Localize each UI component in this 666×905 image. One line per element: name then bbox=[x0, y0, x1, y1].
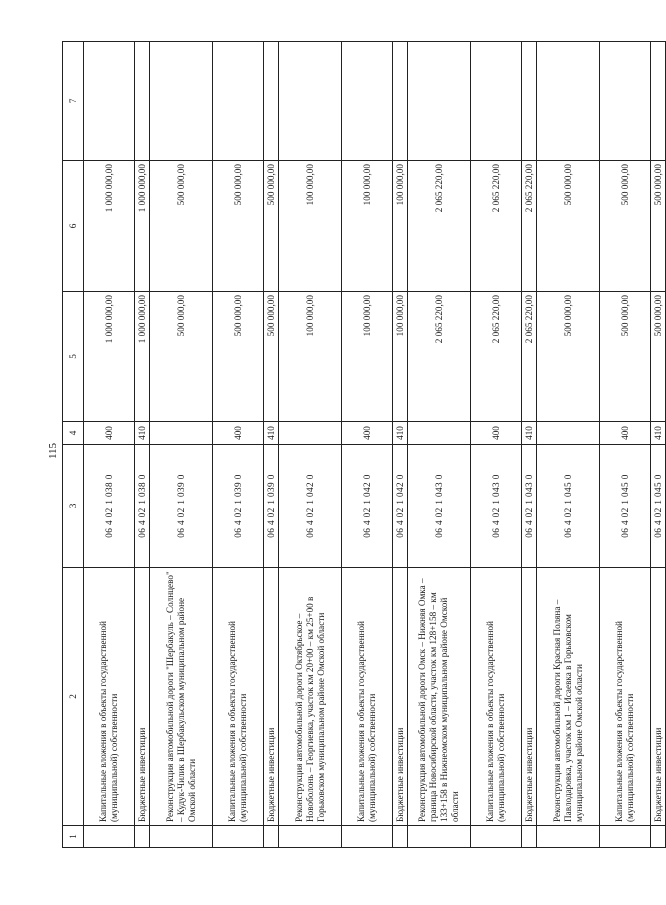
name-cell: Реконструкция автомобильной дороги "Шербакуль – Солнцево" – Кудук-Чилик в Шербакульском муниципальном районе Омской области bbox=[150, 568, 213, 826]
amount-6-cell: 2 065 220,00 bbox=[471, 161, 522, 292]
header-cell-7: 7 bbox=[63, 42, 84, 161]
column-7-cell bbox=[408, 42, 471, 161]
code-cell: 06 4 02 1 038 0 bbox=[84, 445, 135, 568]
amount-6-cell: 1 000 000,00 bbox=[135, 161, 150, 292]
name-cell: Капитальные вложения в объекты государственной (муниципальной) собственности bbox=[600, 568, 651, 826]
code-cell: 06 4 02 1 043 0 bbox=[471, 445, 522, 568]
amount-5-cell: 100 000,00 bbox=[342, 292, 393, 422]
table-row bbox=[135, 42, 150, 848]
amount-5-cell: 1 000 000,00 bbox=[84, 292, 135, 422]
index-cell bbox=[600, 826, 651, 848]
amount-6-cell: 500 000,00 bbox=[651, 161, 666, 292]
table-row bbox=[408, 42, 471, 848]
index-cell bbox=[213, 826, 264, 848]
header-cell-2: 2 bbox=[63, 568, 84, 826]
index-cell bbox=[471, 826, 522, 848]
amount-5-cell: 500 000,00 bbox=[600, 292, 651, 422]
index-cell bbox=[408, 826, 471, 848]
table-row bbox=[279, 42, 342, 848]
code-cell: 06 4 02 1 043 0 bbox=[408, 445, 471, 568]
amount-6-cell: 500 000,00 bbox=[600, 161, 651, 292]
index-cell bbox=[135, 826, 150, 848]
column-7-cell bbox=[135, 42, 150, 161]
index-cell bbox=[651, 826, 666, 848]
name-cell: Реконструкция автомобильной дороги Омск – Нижняя Омка – граница Новосибирской области, участок км 128+158 – км 133+158 в Нижнеомском муниципальном районе Омской области bbox=[408, 568, 471, 826]
amount-5-cell: 1 000 000,00 bbox=[135, 292, 150, 422]
table-row bbox=[213, 42, 264, 848]
index-cell bbox=[522, 826, 537, 848]
type-cell: 410 bbox=[135, 422, 150, 445]
amount-6-cell: 2 065 220,00 bbox=[408, 161, 471, 292]
amount-6-cell: 100 000,00 bbox=[342, 161, 393, 292]
amount-5-cell: 100 000,00 bbox=[279, 292, 342, 422]
type-cell: 410 bbox=[264, 422, 279, 445]
index-cell bbox=[264, 826, 279, 848]
index-cell bbox=[342, 826, 393, 848]
index-cell bbox=[150, 826, 213, 848]
index-cell bbox=[393, 826, 408, 848]
table-row bbox=[84, 42, 135, 848]
name-cell: Капитальные вложения в объекты государственной (муниципальной) собственности bbox=[213, 568, 264, 826]
code-cell: 06 4 02 1 039 0 bbox=[213, 445, 264, 568]
index-cell bbox=[537, 826, 600, 848]
column-7-cell bbox=[264, 42, 279, 161]
index-cell bbox=[84, 826, 135, 848]
budget-table bbox=[62, 41, 666, 848]
code-cell: 06 4 02 1 045 0 bbox=[651, 445, 666, 568]
code-cell: 06 4 02 1 039 0 bbox=[150, 445, 213, 568]
name-cell: Капитальные вложения в объекты государственной (муниципальной) собственности bbox=[471, 568, 522, 826]
amount-5-cell: 100 000,00 bbox=[393, 292, 408, 422]
column-7-cell bbox=[537, 42, 600, 161]
column-7-cell bbox=[471, 42, 522, 161]
amount-6-cell: 1 000 000,00 bbox=[84, 161, 135, 292]
header-cell-4: 4 bbox=[63, 422, 84, 445]
name-cell: Бюджетные инвестиции bbox=[522, 568, 537, 826]
table-row bbox=[651, 42, 666, 848]
type-cell: 400 bbox=[342, 422, 393, 445]
code-cell: 06 4 02 1 045 0 bbox=[600, 445, 651, 568]
amount-6-cell: 100 000,00 bbox=[279, 161, 342, 292]
column-7-cell bbox=[522, 42, 537, 161]
amount-6-cell: 2 065 220,00 bbox=[522, 161, 537, 292]
name-cell: Бюджетные инвестиции bbox=[393, 568, 408, 826]
header-cell-6: 6 bbox=[63, 161, 84, 292]
amount-6-cell: 100 000,00 bbox=[393, 161, 408, 292]
code-cell: 06 4 02 1 042 0 bbox=[342, 445, 393, 568]
type-cell: 400 bbox=[84, 422, 135, 445]
amount-5-cell: 500 000,00 bbox=[651, 292, 666, 422]
amount-5-cell: 500 000,00 bbox=[264, 292, 279, 422]
name-cell: Капитальные вложения в объекты государственной (муниципальной) собственности bbox=[342, 568, 393, 826]
column-7-cell bbox=[600, 42, 651, 161]
code-cell: 06 4 02 1 039 0 bbox=[264, 445, 279, 568]
type-cell bbox=[537, 422, 600, 445]
table-row bbox=[522, 42, 537, 848]
amount-5-cell: 500 000,00 bbox=[537, 292, 600, 422]
type-cell: 410 bbox=[651, 422, 666, 445]
amount-5-cell: 2 065 220,00 bbox=[522, 292, 537, 422]
table-row bbox=[393, 42, 408, 848]
table-row bbox=[342, 42, 393, 848]
code-cell: 06 4 02 1 038 0 bbox=[135, 445, 150, 568]
column-7-cell bbox=[393, 42, 408, 161]
code-cell: 06 4 02 1 042 0 bbox=[279, 445, 342, 568]
type-cell: 400 bbox=[213, 422, 264, 445]
name-cell: Реконструкция автомобильной дороги Красная Поляна – Павлодаровка, участок км 1 – Исаевка в Горьковском муниципальном районе Омской области bbox=[537, 568, 600, 826]
amount-6-cell: 500 000,00 bbox=[150, 161, 213, 292]
table-row bbox=[537, 42, 600, 848]
code-cell: 06 4 02 1 045 0 bbox=[537, 445, 600, 568]
amount-5-cell: 2 065 220,00 bbox=[408, 292, 471, 422]
amount-5-cell: 2 065 220,00 bbox=[471, 292, 522, 422]
table-row bbox=[471, 42, 522, 848]
index-cell bbox=[279, 826, 342, 848]
name-cell: Бюджетные инвестиции bbox=[264, 568, 279, 826]
table-body bbox=[63, 42, 666, 848]
column-7-cell bbox=[213, 42, 264, 161]
amount-5-cell: 500 000,00 bbox=[150, 292, 213, 422]
code-cell: 06 4 02 1 043 0 bbox=[522, 445, 537, 568]
type-cell bbox=[408, 422, 471, 445]
amount-6-cell: 500 000,00 bbox=[537, 161, 600, 292]
type-cell bbox=[279, 422, 342, 445]
amount-5-cell: 500 000,00 bbox=[213, 292, 264, 422]
amount-6-cell: 500 000,00 bbox=[213, 161, 264, 292]
column-7-cell bbox=[651, 42, 666, 161]
type-cell: 400 bbox=[600, 422, 651, 445]
column-7-cell bbox=[84, 42, 135, 161]
table-row bbox=[150, 42, 213, 848]
column-7-cell bbox=[342, 42, 393, 161]
column-7-cell bbox=[279, 42, 342, 161]
name-cell: Бюджетные инвестиции bbox=[135, 568, 150, 826]
rotated-table-wrapper bbox=[62, 42, 663, 848]
name-cell: Бюджетные инвестиции bbox=[651, 568, 666, 826]
header-row bbox=[63, 42, 84, 848]
type-cell: 410 bbox=[393, 422, 408, 445]
code-cell: 06 4 02 1 042 0 bbox=[393, 445, 408, 568]
column-7-cell bbox=[150, 42, 213, 161]
type-cell: 410 bbox=[522, 422, 537, 445]
header-cell-3: 3 bbox=[63, 445, 84, 568]
name-cell: Капитальные вложения в объекты государственной (муниципальной) собственности bbox=[84, 568, 135, 826]
type-cell bbox=[150, 422, 213, 445]
name-cell: Реконструкция автомобильной дороги Октябрьское – Новоболонь – Георгиевка, участок км 20+00 – км 25+00 в Горьковском муниципальном районе Омской области bbox=[279, 568, 342, 826]
header-cell-1: 1 bbox=[63, 826, 84, 848]
table-row bbox=[264, 42, 279, 848]
page-number: 115 bbox=[47, 442, 59, 460]
type-cell: 400 bbox=[471, 422, 522, 445]
amount-6-cell: 500 000,00 bbox=[264, 161, 279, 292]
header-cell-5: 5 bbox=[63, 292, 84, 422]
table-row bbox=[600, 42, 651, 848]
